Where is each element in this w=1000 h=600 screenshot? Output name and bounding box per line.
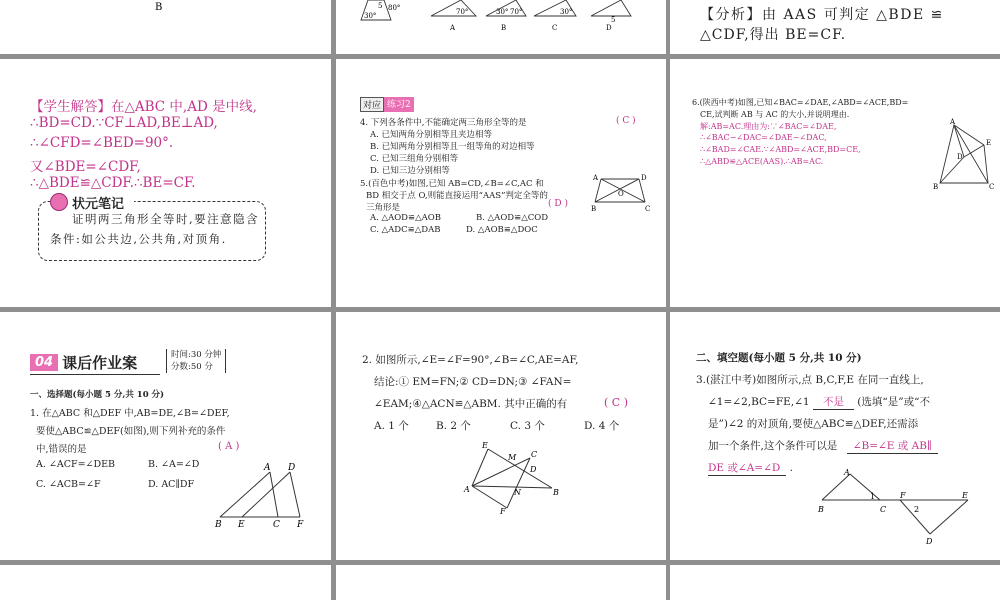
fig-label-e: E	[962, 491, 968, 500]
fig-label-c: C	[273, 520, 280, 530]
fig-label-e: E	[986, 139, 992, 147]
q3-text: 加一个条件,这个条件可以是	[708, 440, 838, 452]
answer-line: ∴△BDE≌△CDF.∴BE=CF.	[30, 175, 196, 191]
q6-line: CE,试判断 AB 与 AC 的大小,并说明理由.	[700, 110, 850, 119]
fig-label-b: B	[591, 205, 597, 213]
q5-option: B. △AOD≌△COD	[476, 213, 549, 223]
header-underline	[30, 374, 160, 375]
fig-label-c: C	[880, 505, 887, 514]
fig-label-a: A	[950, 118, 956, 126]
fig-label-b: B	[501, 24, 507, 32]
q3-blank-2: ∠B=∠E 或 AB∥	[847, 438, 938, 454]
fig-label-a: A	[464, 485, 470, 494]
fig-label-d: D	[606, 24, 612, 32]
q3-line	[708, 394, 930, 410]
fig-label-c: C	[645, 205, 651, 213]
q6-line: 6.(陕西中考)如图,已知∠BAC=∠DAE,∠ABD=∠ACE,BD=	[692, 98, 909, 107]
fig-label-d: D	[926, 537, 933, 546]
q2-answer: ( C )	[604, 396, 628, 409]
q3-blank-2-cont: DE 或∠A=∠D	[708, 460, 786, 476]
angle-label: 70°	[456, 8, 469, 16]
q2-figure	[462, 440, 572, 515]
tag-label: 对应	[360, 97, 384, 112]
answer-line: 又∠BDE=∠CDF,	[30, 159, 141, 175]
fig-label-c: C	[989, 183, 995, 191]
fig-label-o: O	[618, 190, 624, 198]
angle-label: 30°	[364, 12, 377, 20]
panel-top-center	[336, 0, 666, 54]
q5-option: D. △AOB≌△DOC	[466, 225, 538, 235]
q1-option: A. ∠ACF=∠DEB	[36, 459, 116, 470]
q5-stem-line: 三角形是	[366, 203, 401, 213]
fig-label-d: D	[530, 465, 537, 474]
q1-option: B. ∠A=∠D	[148, 459, 200, 470]
angle-label-1: 1	[870, 492, 876, 501]
q4-answer: ( C )	[616, 116, 636, 126]
note-badge	[50, 191, 134, 213]
q5-answer: ( D )	[548, 199, 568, 209]
fig-label-b: B	[933, 183, 939, 191]
tag-number: 练习2	[384, 97, 414, 112]
q1-line: 中,错误的是	[36, 444, 87, 455]
q1-line: 要使△ABC≌△DEF(如图),则下列补充的条件	[36, 426, 226, 437]
q3-blank-1: 不是	[813, 394, 854, 410]
q1-figure	[212, 462, 322, 532]
note-title: 状元笔记	[72, 196, 125, 212]
panel-bottom-center-partial	[336, 565, 666, 600]
section-badge: 04	[30, 354, 58, 371]
q6-solution-line: ∴∠BAC−∠DAC=∠DAE−∠DAC,	[700, 133, 827, 142]
figure-triangles	[336, 0, 666, 54]
q3-line: 是”)∠2 的对顶角,要使△ABC≌△DEF,还需添	[708, 418, 919, 430]
q2-option: B. 2 个	[436, 420, 471, 432]
angle-label: 5	[611, 16, 616, 24]
answer-line: ∴BD=CD.∵CF⊥AD,BE⊥AD,	[30, 115, 218, 131]
q3-text: ∠1=∠2,BC=FE,∠1	[708, 396, 810, 408]
q6-solution-line: 解:AB=AC.理由为:∵∠BAC=∠DAE,	[700, 122, 837, 131]
panel-top-right	[670, 0, 1000, 54]
time-score-box	[166, 349, 226, 373]
section-heading: 一、选择题(每小题 5 分,共 10 分)	[30, 390, 165, 400]
angle-label: 30°	[560, 8, 573, 16]
q2-option: D. 4 个	[584, 420, 620, 432]
panel-q2	[336, 312, 666, 560]
q1-line: 1. 在△ABC 和△DEF 中,AB=DE,∠B=∠DEF,	[30, 408, 230, 419]
answer-line	[30, 95, 257, 115]
analysis-line-1: 【分析】由 AAS 可判定 △BDE ≌	[700, 7, 944, 23]
angle-label: 70°	[510, 8, 523, 16]
time-limit: 时间:30 分钟	[171, 350, 222, 360]
fig-label-d: D	[288, 463, 296, 473]
q5-option: A. △AOD≌△AOB	[370, 213, 442, 223]
fig-label-e: E	[238, 520, 245, 530]
q4-option: B. 已知两角分别相等且一组等角的对边相等	[370, 142, 535, 152]
q2-option: C. 3 个	[510, 420, 545, 432]
fig-label-b: B	[215, 520, 222, 530]
fig-label-c: C	[552, 24, 558, 32]
q2-option: A. 1 个	[374, 420, 409, 432]
fig-label-b: B	[553, 488, 559, 497]
panel-bottom-left-partial	[0, 565, 331, 600]
q1-answer: ( A )	[218, 441, 240, 452]
q1-option: D. AC∥DF	[148, 479, 195, 490]
fig-label-f: F	[500, 507, 506, 516]
q3-text: .	[789, 462, 794, 474]
note-line: 条件:如公共边,公共角,对顶角.	[50, 232, 227, 246]
panel-q4-q5	[336, 59, 666, 307]
q5-stem-line: BD 相交于点 O,则能直接运用“AAS”判定全等的	[366, 191, 548, 201]
panel-student-answer	[0, 59, 331, 307]
fig-label-n: N	[514, 488, 521, 497]
fig-label-a: A	[593, 174, 599, 182]
answer-text: 【学生解答】在△ABC 中,AD 是中线,	[30, 99, 257, 115]
fig-label-m: M	[508, 453, 517, 462]
fig-label-a: A	[844, 468, 850, 477]
fig-label-f: F	[900, 491, 906, 500]
angle-label: 80°	[388, 4, 401, 12]
answer-line: ∴∠CFD=∠BED=90°.	[30, 135, 174, 151]
practice-tag	[360, 97, 414, 112]
fig-label-f: F	[297, 520, 304, 530]
q6-figure	[932, 119, 1000, 199]
q3-text: (选填“是”或“不	[857, 396, 930, 408]
section-heading: 二、填空题(每小题 5 分,共 10 分)	[696, 352, 862, 364]
q4-stem: 4. 下列各条件中,不能确定两三角形全等的是	[360, 118, 527, 128]
q5-option: C. △ADC≌△DAB	[370, 225, 441, 235]
q1-option: C. ∠ACB=∠F	[36, 479, 101, 490]
fig-label-a: A	[450, 24, 456, 32]
fig-label-b: B	[818, 505, 824, 514]
panel-top-left	[0, 0, 331, 54]
q2-line: ∠EAM;④△ACN≌△ABM. 其中正确的有	[374, 398, 568, 410]
score-total: 分数:50 分	[171, 362, 213, 372]
q6-solution-line: ∴△ABD≌△ACE(AAS).∴AB=AC.	[700, 157, 824, 166]
q3-line	[708, 460, 793, 476]
note-line: 证明两三角形全等时,要注意隐含	[72, 212, 260, 226]
analysis-line-2: △CDF,得出 BE=CF.	[700, 27, 847, 43]
angle-label-2: 2	[914, 505, 920, 514]
fig-label-a: A	[264, 463, 271, 473]
angle-label: 5	[378, 2, 383, 10]
mascot-icon	[50, 193, 68, 211]
angle-label: 30°	[496, 8, 509, 16]
panel-homework	[0, 312, 331, 560]
q5-stem-line: 5.(百色中考)如图,已知 AB=CD,∠B=∠C,AC 和	[360, 179, 544, 189]
q4-option: D. 已知三边分别相等	[370, 166, 450, 176]
fig-label-e: E	[482, 441, 488, 450]
fig-label-d: D	[957, 153, 963, 161]
q3-line	[708, 438, 938, 454]
q3-line: 3.(湛江中考)如图所示,点 B,C,F,E 在同一直线上,	[696, 374, 924, 386]
panel-q3	[670, 312, 1000, 560]
section-title: 课后作业案	[62, 354, 138, 372]
q6-solution-line: ∴∠BAD=∠CAE.∵∠ABD=∠ACE,BD=CE,	[700, 145, 861, 154]
q2-line: 2. 如图所示,∠E=∠F=90°,∠B=∠C,AE=AF,	[362, 354, 579, 366]
q4-option: C. 已知三组角分别相等	[370, 154, 459, 164]
figure-top-left	[0, 0, 331, 54]
q4-option: A. 已知两角分别相等且夹边相等	[370, 130, 493, 140]
homework-header	[30, 352, 137, 373]
q3-figure	[818, 470, 988, 545]
fig-label-c: C	[531, 450, 538, 459]
q5-figure	[591, 174, 661, 224]
fig-label-d: D	[641, 174, 647, 182]
q2-line: 结论:① EM=FN;② CD=DN;③ ∠FAN=	[374, 376, 572, 388]
panel-q6	[670, 59, 1000, 307]
fig-label-b: B	[155, 2, 163, 13]
panel-bottom-right-partial	[670, 565, 1000, 600]
